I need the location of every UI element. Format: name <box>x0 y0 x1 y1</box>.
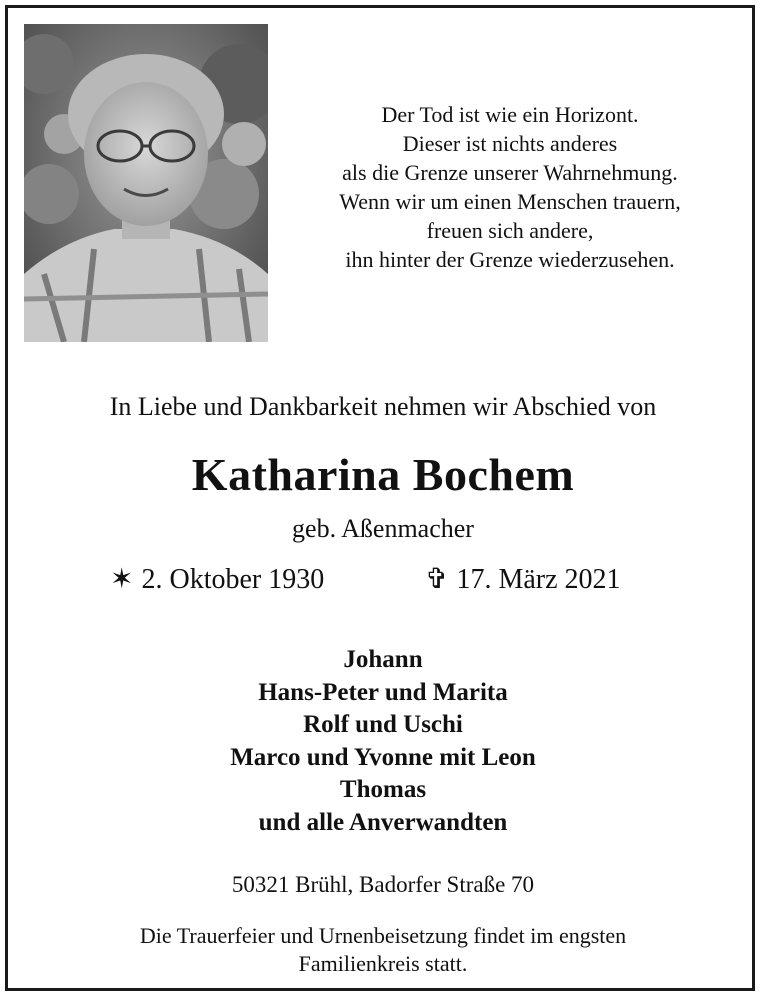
poem-line: als die Grenze unserer Wahrnehmung. <box>342 160 678 185</box>
family-address: 50321 Brühl, Badorfer Straße 70 <box>231 872 535 897</box>
cross-icon: ✞ <box>425 564 449 595</box>
funeral-notice <box>60 922 706 978</box>
death-date-row <box>425 562 621 596</box>
deceased-name: Katharina Bochem <box>191 449 575 500</box>
funeral-notice-line: Familienkreis statt. <box>298 951 468 976</box>
poem-line: ihn hinter der Grenze wiederzusehen. <box>345 247 675 272</box>
mourner: Thomas <box>339 776 427 803</box>
farewell-intro: In Liebe und Dankbarkeit nehmen wir Abschied von <box>109 392 657 421</box>
poem-line: Der Tod ist wie ein Horizont. <box>381 102 639 127</box>
poem-line: Dieser ist nichts anderes <box>402 131 618 156</box>
memorial-poem <box>290 100 730 274</box>
mourner: Rolf und Uschi <box>303 711 463 738</box>
portrait-photo <box>24 24 268 342</box>
birth-date-row <box>110 562 324 596</box>
poem-line: Wenn wir um einen Menschen trauern, <box>339 189 681 214</box>
mourner: Johann <box>343 646 423 673</box>
mourner: und alle Anverwandten <box>258 808 508 836</box>
birth-date: 2. Oktober 1930 <box>141 564 325 595</box>
birth-star-icon: ✶ <box>110 564 134 595</box>
birth-name: geb. Aßenmacher <box>292 514 474 543</box>
funeral-notice-line: Die Trauerfeier und Urnenbeisetzung findet im engsten <box>139 923 627 948</box>
poem-line: freuen sich andere, <box>426 218 594 243</box>
mourner: Marco und Yvonne mit Leon <box>230 743 536 771</box>
death-date: 17. März 2021 <box>456 564 621 595</box>
mourners-list <box>0 644 766 839</box>
mourner: Hans-Peter und Marita <box>258 678 508 706</box>
